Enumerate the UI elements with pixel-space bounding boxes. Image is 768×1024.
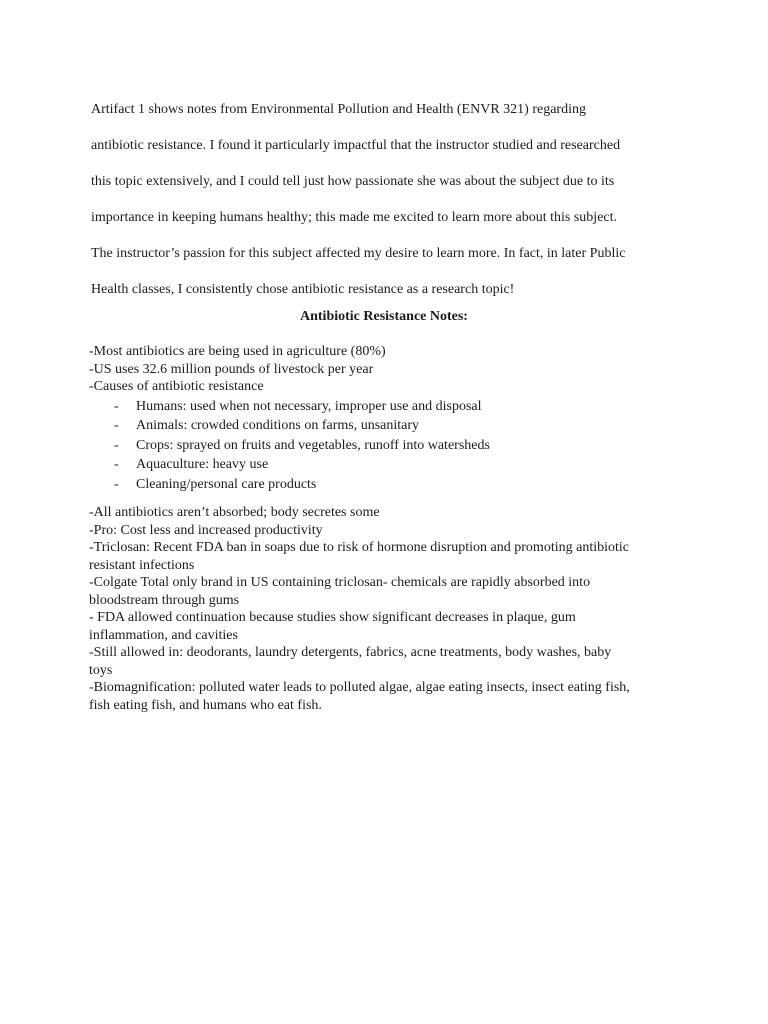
intro-line: Artifact 1 shows notes from Environmental Pollution and Health (ENVR 321) regarding [91, 102, 586, 117]
cause-item [89, 475, 689, 495]
note-item [89, 522, 689, 540]
bullet-dash: - [114, 476, 119, 492]
causes-list [89, 397, 689, 495]
note-item [89, 539, 689, 574]
notes-title: Antibiotic Resistance Notes: [300, 309, 468, 324]
bullet-dash: - [114, 398, 119, 414]
note-item [89, 504, 689, 522]
cause-text: Crops: sprayed on fruits and vegetables, runoff into watersheds [136, 437, 490, 453]
note-line: bloodstream through gums [89, 592, 240, 608]
note-line: -Pro: Cost less and increased productivity [89, 522, 323, 538]
note-line: -Still allowed in: deodorants, laundry detergents, fabrics, acne treatments, body washes, baby [89, 645, 612, 661]
note-line: fish eating fish, and humans who eat fish. [89, 697, 322, 713]
note-item: -US uses 32.6 million pounds of livestock per year [89, 361, 374, 377]
note-item [89, 679, 689, 714]
cause-item [89, 397, 689, 417]
note-line: - FDA allowed continuation because studies show significant decreases in plaque, gum [89, 610, 576, 626]
note-item [89, 609, 689, 644]
intro-line: this topic extensively, and I could tell just how passionate she was about the subject due to its [91, 174, 615, 189]
cause-text: Aquaculture: heavy use [136, 457, 269, 473]
intro-line: antibiotic resistance. I found it particularly impactful that the instructor studied and researched [91, 138, 621, 153]
cause-text: Humans: used when not necessary, improper use and disposal [136, 398, 482, 414]
intro-line: importance in keeping humans healthy; this made me excited to learn more about this subject. [91, 210, 618, 225]
note-item: -Most antibiotics are being used in agriculture (80%) [89, 344, 386, 359]
note-item: -Causes of antibiotic resistance [89, 379, 264, 394]
notes-body [89, 343, 689, 714]
bullet-dash: - [114, 437, 119, 453]
note-item [89, 644, 689, 679]
cause-item [89, 416, 689, 436]
bullet-dash: - [114, 457, 119, 473]
note-line: resistant infections [89, 557, 195, 573]
note-line: -Colgate Total only brand in US containing triclosan- chemicals are rapidly absorbed into [89, 575, 591, 591]
cause-text: Cleaning/personal care products [136, 476, 317, 492]
bullet-dash: - [114, 418, 119, 434]
note-line: -Triclosan: Recent FDA ban in soaps due to risk of hormone disruption and promoting antibiotic [89, 540, 629, 556]
intro-paragraph [91, 92, 691, 308]
intro-line: The instructor’s passion for this subject affected my desire to learn more. In fact, in later Public [91, 246, 626, 261]
note-line: -All antibiotics aren’t absorbed; body secretes some [89, 505, 380, 521]
note-item [89, 574, 689, 609]
note-line: -Biomagnification: polluted water leads to polluted algae, algae eating insects, insect eating fish, [89, 680, 630, 696]
cause-text: Animals: crowded conditions on farms, unsanitary [136, 418, 420, 434]
intro-line: Health classes, I consistently chose antibiotic resistance as a research topic! [91, 282, 515, 297]
note-line: inflammation, and cavities [89, 627, 238, 643]
note-line: toys [89, 662, 113, 678]
cause-item [89, 436, 689, 456]
cause-item [89, 455, 689, 475]
